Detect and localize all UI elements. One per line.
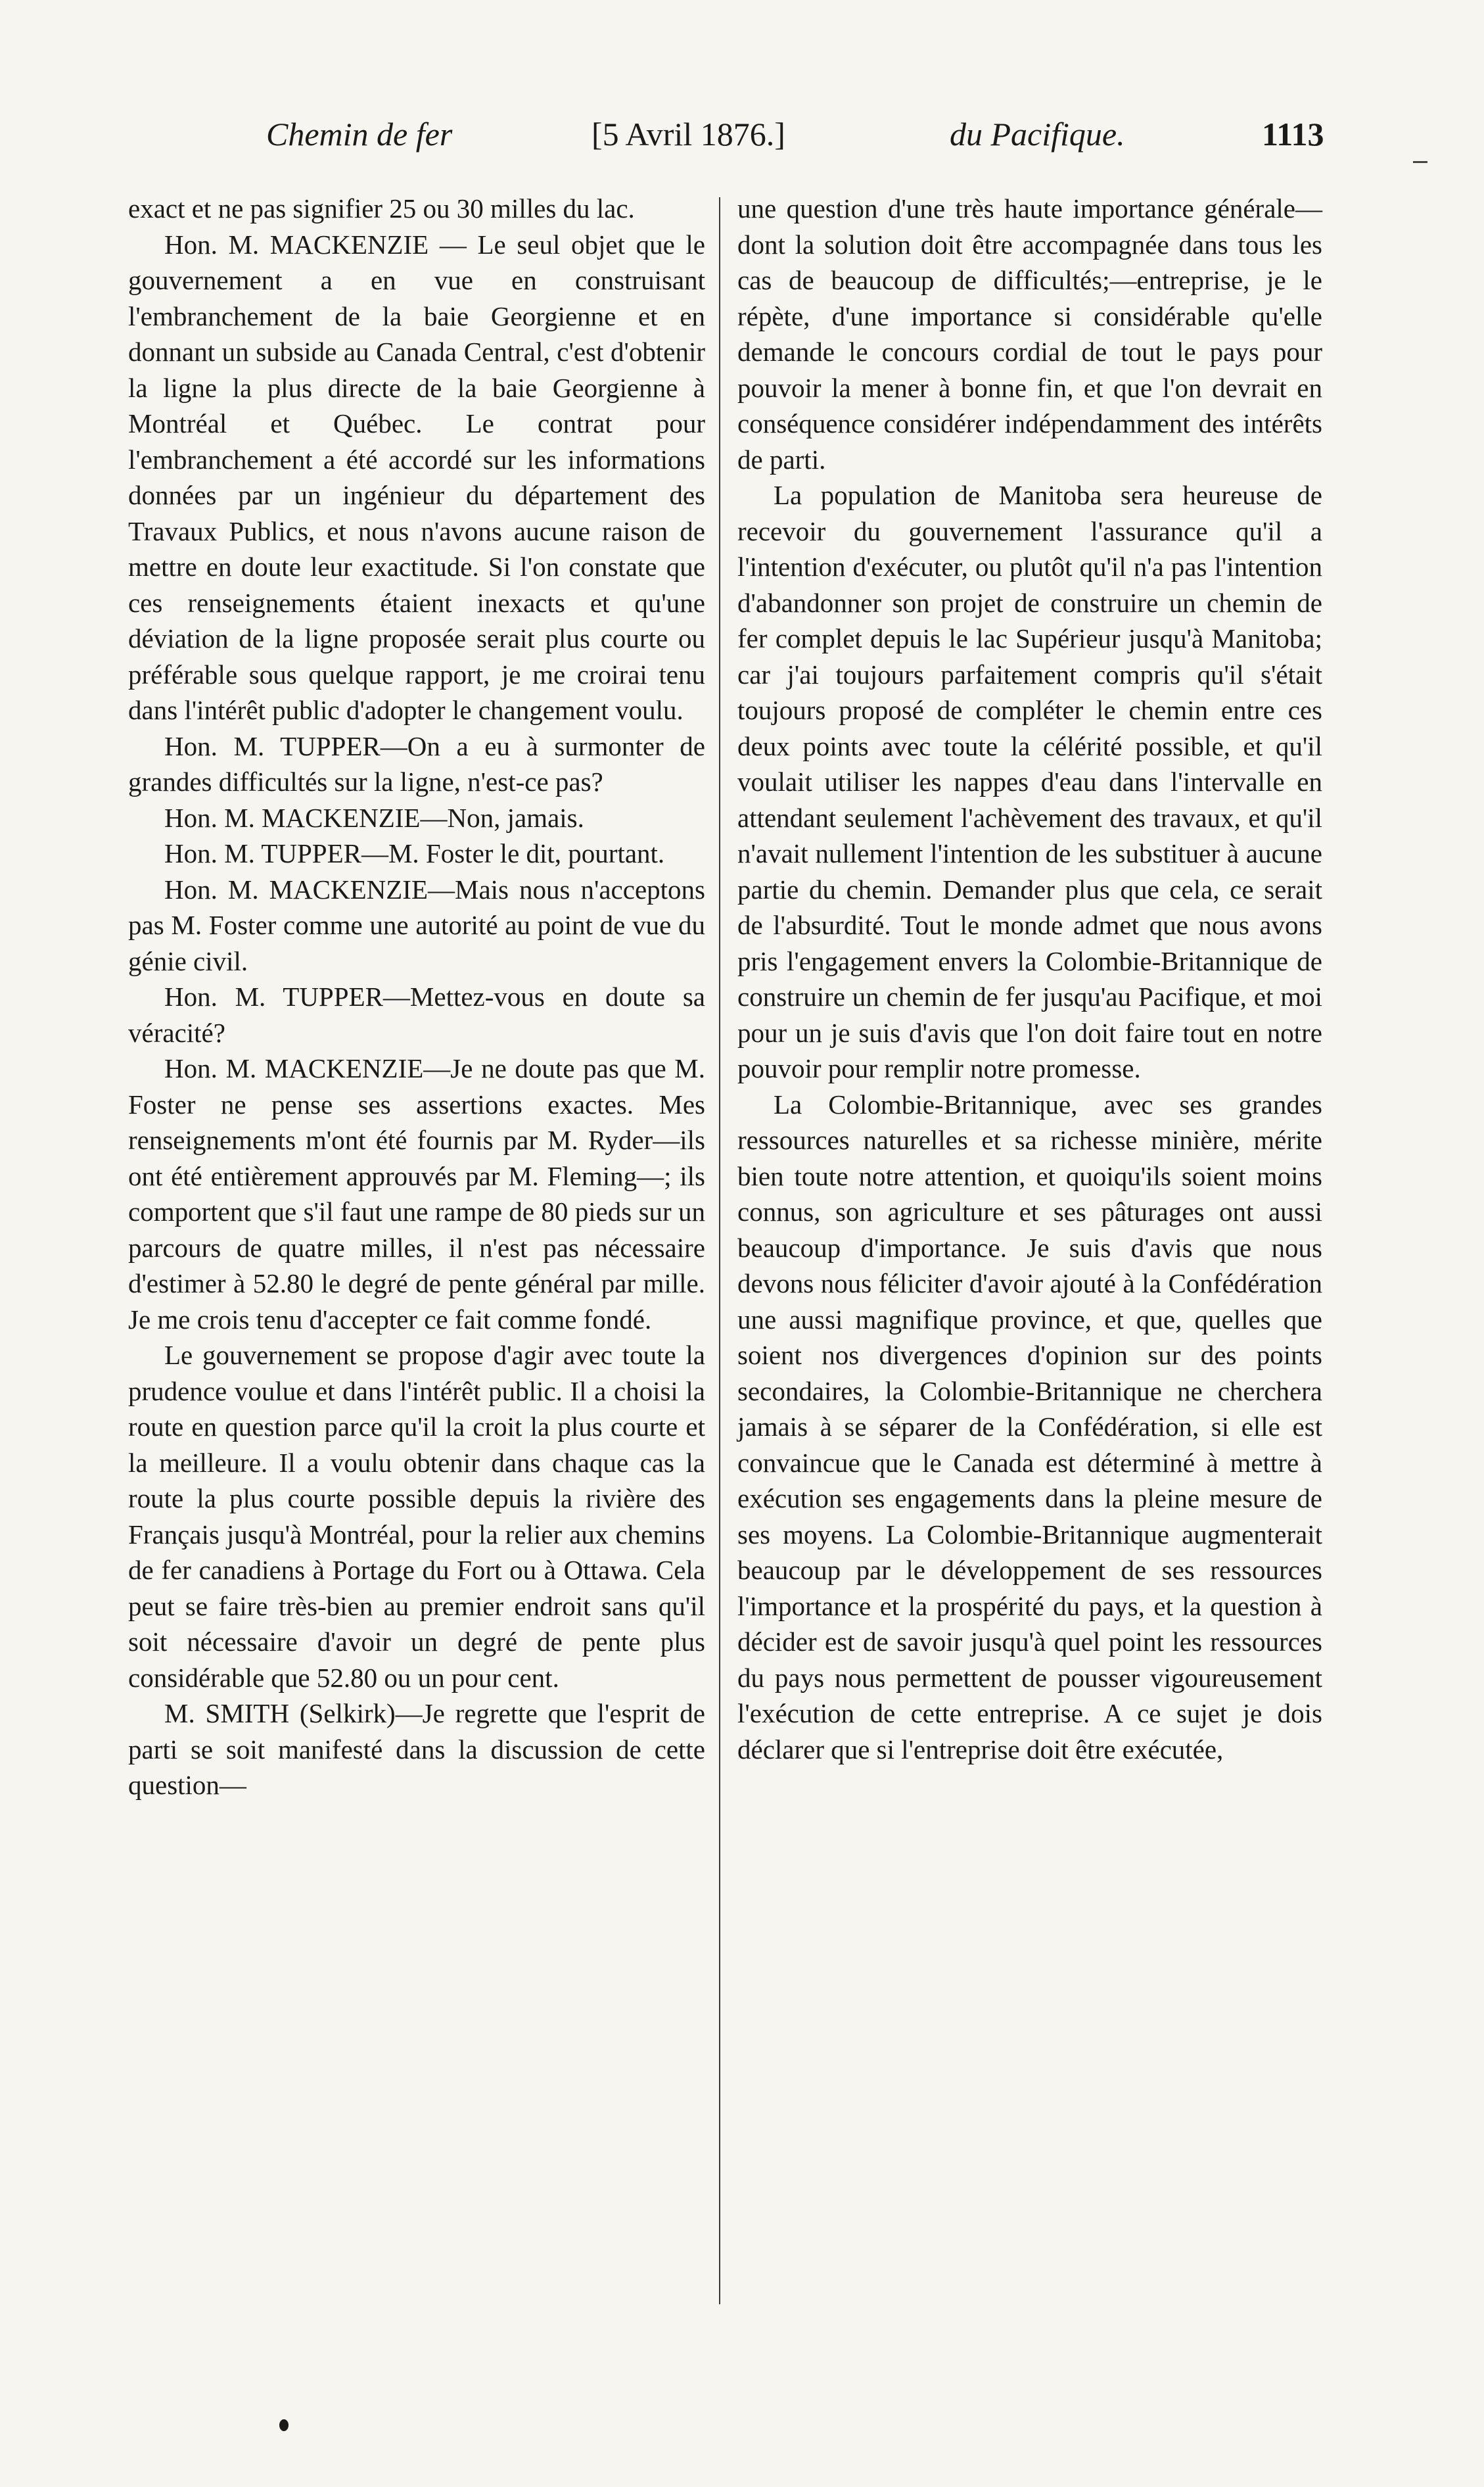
paragraph: Hon. M. TUPPER—Mettez-vous en doute sa véracité? — [128, 982, 705, 1048]
running-title-right: du Pacifique. — [950, 116, 1125, 153]
session-date: [5 Avril 1876.] — [591, 116, 785, 153]
paragraph: M. SMITH (Selkirk)—Je regrette que l'esprit de parti se soit manifesté dans la discussion de cette question— — [128, 1698, 705, 1800]
paragraph: Hon. M. MACKENZIE — Le seul objet que le gouvernement a en vue en construisant l'embranchement de la baie Georgienne et en donnant un subside au Canada Central, c'est d'obtenir la ligne la plus directe de la baie Georgienne à Montréal et Québec. Le contrat pour l'embranchement a été accordé sur les informations données par un ingénieur du département des Travaux Publics, et nous n'avons aucune raison de mettre en doute leur exactitude. Si l'on constate que ces renseignements étaient inexacts et qu'une déviation de la ligne proposée serait plus courte ou préférable sous quelque rapport, je me croirai tenu dans l'intérêt public d'adopter le changement voulu. — [128, 229, 705, 725]
paragraph: La Colombie-Britannique, avec ses grandes ressources naturelles et sa richesse minière, mérite bien toute notre attention, et quoiqu'ils soient moins connus, son agriculture et ses pâturages ont aussi beaucoup d'importance. Je suis d'avis que nous devons nous féliciter d'avoir ajouté à la Confédération une aussi magnifique province, et que, quelles que soient nos divergences d'opinion sur des points secondaires, la Colombie-Britannique ne cherchera jamais à se séparer de la Confédération, si elle est convaincue que le Canada est déterminé à mettre à exécution ses engagements dans la pleine mesure de ses moyens. La Colombie-Britannique augmenterait beaucoup par le développement de ses ressources l'importance et la prospérité du pays, et la question à décider est de savoir jusqu'à quel point les ressources du pays nous permettent de pousser vigoureusement l'exécution de cette entreprise. A ce sujet je dois déclarer que si l'entreprise doit être exécutée, — [737, 1089, 1322, 1765]
running-title-left: Chemin de fer — [266, 116, 453, 153]
page-number: 1113 — [1262, 116, 1324, 153]
ink-mark — [279, 2419, 289, 2431]
paragraph: Hon. M. TUPPER—M. Foster le dit, pourtant. — [164, 838, 665, 868]
page-header — [266, 115, 1324, 168]
paragraph: Hon. M. MACKENZIE—Mais nous n'acceptons pas M. Foster comme une autorité au point de vue du génie civil. — [128, 874, 705, 976]
margin-mark — [1413, 161, 1427, 163]
paragraph: exact et ne pas signifier 25 ou 30 milles du lac. — [128, 193, 635, 224]
paragraph: Hon. M. TUPPER—On a eu à surmonter de grandes difficultés sur la ligne, n'est-ce pas? — [128, 730, 705, 797]
paragraph: La population de Manitoba sera heureuse de recevoir du gouvernement l'assurance qu'il a l'intention d'exécuter, ou plutôt qu'il n'a pas l'intention d'abandonner son projet de construire un chemin de fer complet depuis le lac Supérieur jusqu'à Manitoba; car j'ai toujours parfaitement compris qu'il s'était toujours proposé de compléter le chemin entre ces deux points avec toute la célérité possible, et qu'il voulait utiliser les nappes d'eau dans l'intervalle en attendant seulement l'achèvement des travaux, et qu'il n'avait nullement l'intention de les substituer à aucune partie du chemin. Demander plus que cela, ce serait de l'absurdité. Tout le monde admet que nous avons pris l'engagement envers la Colombie-Britannique de construire un chemin de fer jusqu'au Pacifique, et moi pour un je suis d'avis que l'on doit faire tout en notre pouvoir pour remplir notre promesse. — [737, 480, 1322, 1083]
column-divider — [719, 197, 720, 2304]
paragraph: une question d'une très haute importance générale—dont la solution doit être accompagnée dans tous les cas de beaucoup de difficultés;—entreprise, je le répète, d'une importance si considérable qu'elle demande le concours cordial de tout le pays pour pouvoir la mener à bonne fin, et que l'on devrait en conséquence considérer indépendamment des intérêts de parti. — [737, 193, 1322, 475]
right-column — [737, 191, 1322, 1767]
paragraph: Hon. M. MACKENZIE—Je ne doute pas que M. Foster ne pense ses assertions exactes. Mes renseignements m'ont été fournis par M. Ryder—ils ont été entièrement approuvés par M. Fleming—; ils comportent que s'il faut une rampe de 80 pieds sur un parcours de quatre milles, il n'est pas nécessaire d'estimer à 52.80 le degré de pente général par mille. Je me crois tenu d'accepter ce fait comme fondé. — [128, 1053, 705, 1335]
paragraph: Le gouvernement se propose d'agir avec toute la prudence voulue et dans l'intérêt public. Il a choisi la route en question parce qu'il la croit la plus courte et la meilleure. Il a voulu obtenir dans chaque cas la route la plus courte possible depuis la rivière des Français jusqu'à Montréal, pour la relier aux chemins de fer canadiens à Portage du Fort ou à Ottawa. Cela peut se faire très-bien au premier endroit sans qu'il soit nécessaire d'avoir un degré de pente plus considérable que 52.80 ou un pour cent. — [128, 1340, 705, 1693]
paragraph: Hon. M. MACKENZIE—Non, jamais. — [164, 802, 584, 833]
left-column — [128, 191, 705, 1803]
